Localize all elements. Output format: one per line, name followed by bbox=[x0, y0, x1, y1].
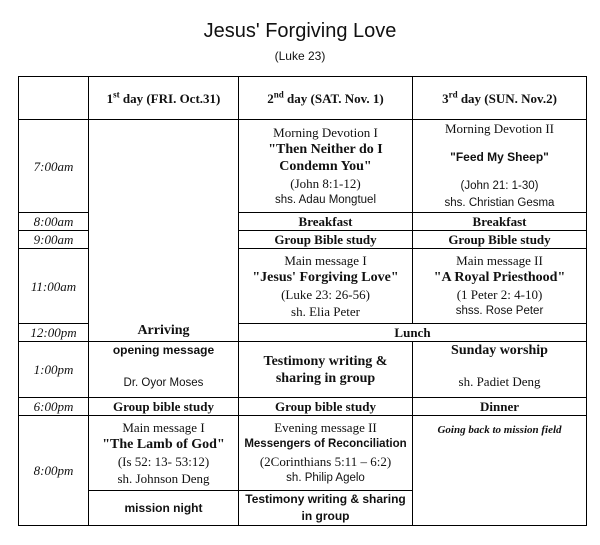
time-label: 7:00am bbox=[19, 120, 89, 213]
cell-sun-worship: Sunday worship sh. Padiet Deng bbox=[413, 342, 587, 398]
time-label: 6:00pm bbox=[19, 398, 89, 416]
cell-sun-gbs: Group Bible study bbox=[413, 231, 587, 249]
time-label: 8:00am bbox=[19, 213, 89, 231]
header-corner bbox=[19, 77, 89, 120]
cell-arriving: Arriving bbox=[89, 120, 239, 342]
cell-fri-gbs: Group bible study bbox=[89, 398, 239, 416]
cell-sun-breakfast: Breakfast bbox=[413, 213, 587, 231]
cell-sat-evening: Evening message II Messengers of Reconciliation (2Corinthians 5:11 – 6:2) sh. Philip Agelo bbox=[239, 416, 413, 491]
header-row bbox=[19, 77, 587, 120]
cell-sat-main: Main message I "Jesus' Forgiving Love" (Luke 23: 26-56) sh. Elia Peter bbox=[239, 249, 413, 324]
cell-lunch: Lunch bbox=[239, 324, 587, 342]
time-label: 12:00pm bbox=[19, 324, 89, 342]
page-title: Jesus' Forgiving Love bbox=[203, 20, 397, 42]
cell-sat-devotion: Morning Devotion I "Then Neither do I Condemn You" (John 8:1-12) shs. Adau Mongtuel bbox=[239, 120, 413, 213]
row-8pm bbox=[19, 416, 587, 491]
row-7am bbox=[19, 120, 587, 213]
cell-sat-testimony-2: Testimony writing & sharing in group bbox=[239, 491, 413, 526]
header-day-1: 1st day (FRI. Oct.31) bbox=[89, 77, 239, 120]
cell-sun-main: Main message II "A Royal Priesthood" (1 Peter 2: 4-10) shss. Rose Peter bbox=[413, 249, 587, 324]
time-label: 8:00pm bbox=[19, 416, 89, 526]
time-label: 1:00pm bbox=[19, 342, 89, 398]
cell-fri-mission-night: mission night bbox=[89, 491, 239, 526]
cell-sun-dinner: Dinner bbox=[413, 398, 587, 416]
header-day-3: 3rd day (SUN. Nov.2) bbox=[413, 77, 587, 120]
cell-fri-opening: opening message Dr. Oyor Moses bbox=[89, 342, 239, 398]
row-1pm bbox=[19, 342, 587, 398]
cell-sun-devotion: Morning Devotion II "Feed My Sheep" (John 21: 1-30) shs. Christian Gesma bbox=[413, 120, 587, 213]
cell-sat-gbs2: Group bible study bbox=[239, 398, 413, 416]
page-subtitle: (Luke 23) bbox=[274, 49, 326, 63]
cell-sun-going-back: Going back to mission field bbox=[413, 416, 587, 526]
cell-sat-testimony: Testimony writing & sharing in group bbox=[239, 342, 413, 398]
header-day-2: 2nd day (SAT. Nov. 1) bbox=[239, 77, 413, 120]
time-label: 11:00am bbox=[19, 249, 89, 324]
schedule-table bbox=[18, 76, 587, 526]
cell-fri-main: Main message I "The Lamb of God" (Is 52: 13- 53:12) sh. Johnson Deng bbox=[89, 416, 239, 491]
row-6pm bbox=[19, 398, 587, 416]
time-label: 9:00am bbox=[19, 231, 89, 249]
cell-sat-breakfast: Breakfast bbox=[239, 213, 413, 231]
cell-sat-gbs: Group Bible study bbox=[239, 231, 413, 249]
